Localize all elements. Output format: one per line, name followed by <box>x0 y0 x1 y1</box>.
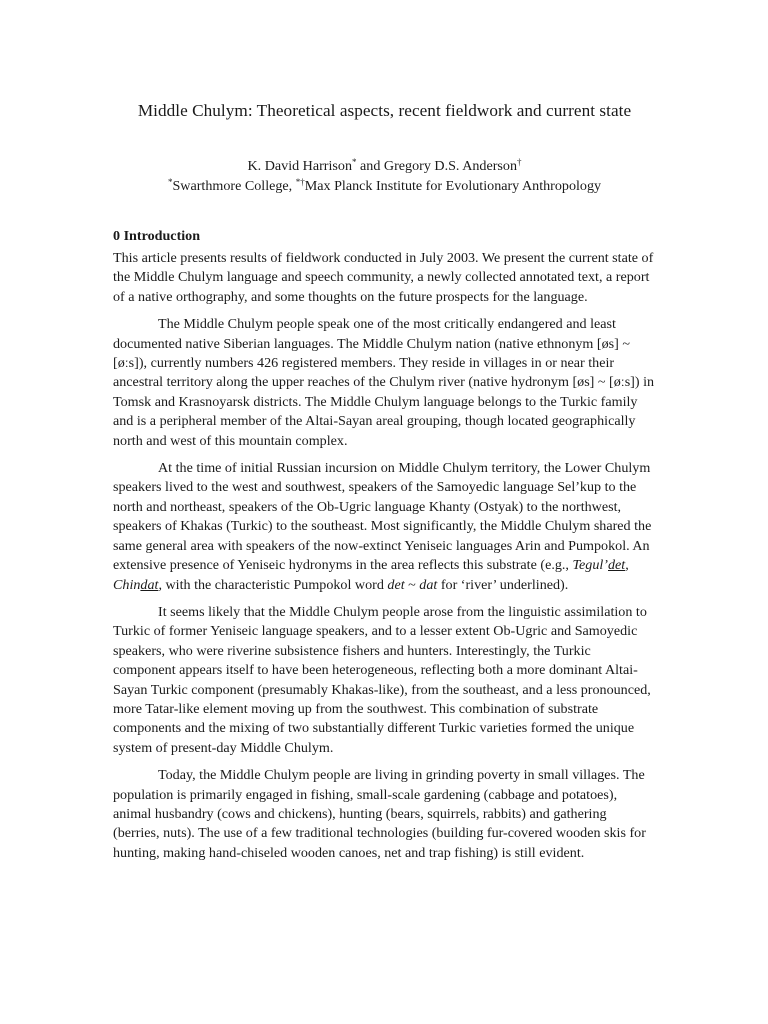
hydronym-chindat <box>113 577 158 593</box>
hydronym-teguldet <box>572 557 625 573</box>
word-det: det <box>387 576 405 593</box>
author-harrison: K. David Harrison <box>247 158 352 174</box>
affiliation-mark-1: * <box>167 177 173 187</box>
section-heading-introduction: 0 Introduction <box>113 228 201 244</box>
paper-title: Middle Chulym: Theoretical aspects, recent fieldwork and current state <box>137 101 632 120</box>
author-line <box>113 123 656 176</box>
paragraph-3-text-b: , with the characteristic Pumpokol word <box>158 576 388 593</box>
word-dat: dat <box>419 576 438 593</box>
author-mark-1: * <box>352 157 357 167</box>
hydronym-separator: , <box>625 557 629 574</box>
hydronym-teguldet-stem: Tegul’ <box>572 557 608 574</box>
author-anderson: Gregory D.S. Anderson <box>383 158 517 174</box>
hydronym-chindat-suffix: dat <box>140 576 159 593</box>
affiliation-mark-2: *† <box>295 177 305 187</box>
hydronym-chindat-stem: Chin <box>113 576 141 593</box>
paragraph-4: It seems likely that the Middle Chulym people arose from the linguistic assimilation to Turkic of former Yeniseic language speakers, and to a lesser extent Ob-Ugric and Samoyedic speakers, who were riverine subsistence fishers and hunters. Interestingly, the Turkic component appears itself to have been heterogeneous, reflecting both a more dominant Altai-Sayan Turkic component (presumably Khakas-like), from the southeast, and a less pronounced, more Tatar-like element moving up from the southwest. This combination of substrate components and the mixing of two substantially different Turkic varieties formed the unique system of present-day Middle Chulym. <box>113 603 651 756</box>
paragraph-1: This article presents results of fieldwork conducted in July 2003. We present the current state of the Middle Chulym language and speech community, a newly collected annotated text, a report of a native orthography, and some thoughts on the future prospects for the language. <box>113 250 654 305</box>
paragraph-5: Today, the Middle Chulym people are living in grinding poverty in small villages. The population is primarily engaged in fishing, small-scale gardening (cabbage and potatoes), animal husbandry (cows and chickens), hunting (bears, squirrels, rabbits) and gathering (berries, nuts). The use of a few traditional technologies (building fur-covered wooden skis for hunting, making hand-chiseled wooden canoes, net and trap fishing) is still evident. <box>113 767 646 861</box>
affiliation-swarthmore: Swarthmore College, <box>172 178 296 194</box>
paragraph-3-text-a: At the time of initial Russian incursion on Middle Chulym territory, the Lower Chulym speakers lived to the west and southwest, speakers of the Samoyedic language Sel’kup to the north and northeast, speakers of the Ob-Ugric language Khanty (Ostyak) to the northwest, speakers of Khakas (Turkic) to the southeast. Most significantly, the Middle Chulym shared the same general area with speakers of the now-extinct Yeniseic languages Arin and Pumpokol. An extensive presence of Yeniseic hydronyms in the area reflects this substrate (e.g., <box>113 460 652 574</box>
paragraph-2: The Middle Chulym people speak one of the most critically endangered and least documented native Siberian languages. The Middle Chulym nation (native ethnonym [øs] ~ [øːs]), currently numbers 426 registered members. They reside in villages in or near their ancestral territory along the upper reaches of the Chulym river (native hydronym [øs] ~ [øːs]) in Tomsk and Krasnoyarsk districts. The Middle Chulym language belongs to the Turkic family and is a peripheral member of the Altai-Sayan areal grouping, though located geographically north and west of this mountain complex. <box>113 316 655 449</box>
paragraph-3-text-c: for ‘river’ underlined). <box>437 576 569 593</box>
paragraph-3 <box>113 459 656 595</box>
affiliation-max-planck: Max Planck Institute for Evolutionary Anthropology <box>304 178 602 194</box>
word-tilde: ~ <box>404 576 420 593</box>
hydronym-teguldet-suffix: det <box>608 557 626 574</box>
author-mark-2: † <box>517 157 522 167</box>
affiliation-line <box>113 176 656 196</box>
author-conjunction: and <box>356 158 384 174</box>
